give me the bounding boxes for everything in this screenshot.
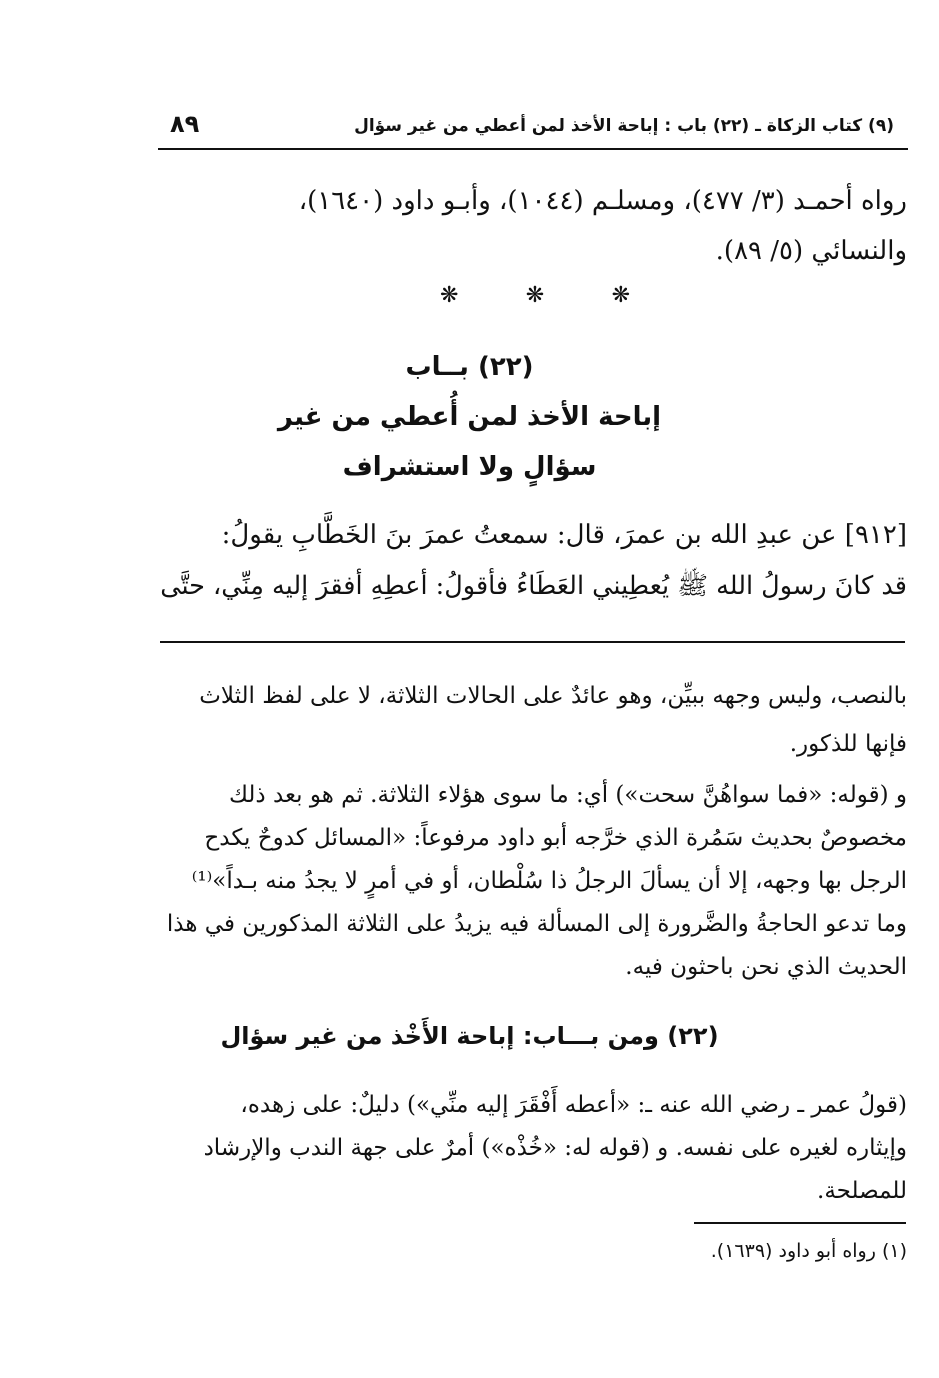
- commentary-line: وما تدعو الحاجةُ والضَّرورة إلى المسألة فيه يزيدُ على الثلاثة المذكورين في هذا: [166, 911, 907, 937]
- star-ornament: ❋: [525, 283, 545, 308]
- hadith-line-2: قد كانَ رسولُ الله ﷺ يُعطِيني العَطَاءُ فأقولُ: أعطِهِ أفقرَ إليه مِنِّي، حتَّى: [160, 571, 907, 601]
- citation-line-1: رواه أحمـد (٣/ ٤٧٧)، ومسلـم (١٠٤٤)، وأبـو داود (١٦٤٠)،: [298, 186, 907, 216]
- commentary-line: فإنها للذكور.: [789, 731, 907, 757]
- page-number: ٨٩: [170, 110, 200, 138]
- commentary-line: الحديث الذي نحن باحثون فيه.: [625, 954, 907, 980]
- text-commentary-separator: [160, 641, 905, 643]
- header-rule: [158, 148, 908, 150]
- commentary-line: وإيثاره لغيره على نفسه. و (قوله له: «خُذْه») أمرٌ على جهة الندب والإرشاد: [203, 1135, 907, 1161]
- commentary-line: بالنصب، وليس وجهه ببيِّن، وهو عائدٌ على الحالات الثلاثة، لا على لفظ الثلاث: [199, 683, 907, 709]
- footnote: (١) رواه أبو داود (١٦٣٩).: [710, 1240, 907, 1262]
- commentary-subheading: (٢٢) ومن بـــاب: إباحة الأَخْذ من غير سؤال: [220, 1022, 719, 1050]
- section-divider-stars: [440, 283, 630, 308]
- star-ornament: ❋: [440, 283, 459, 308]
- star-ornament: ❋: [611, 283, 630, 308]
- commentary-line: للمصلحة.: [817, 1178, 907, 1204]
- hadith-line-1: [٩١٢] عن عبدِ الله بن عمرَ، قال: سمعتُ عمرَ بنَ الخَطَّابِ يقولُ:: [221, 520, 907, 550]
- commentary-line: (قولُ عمر ـ رضي الله عنه ـ: «أعطه أَفْقَرَ إليه منِّي») دليلٌ: على زهده،: [240, 1092, 907, 1118]
- citation-line-2: والنسائي (٥/ ٨٩).: [715, 236, 907, 266]
- header-title: (٩) كتاب الزكاة ـ (٢٢) باب : إباحة الأخذ لمن أعطي من غير سؤال: [354, 116, 894, 136]
- chapter-title-line-1: إباحة الأخذ لمن أُعطي من غير: [277, 402, 662, 432]
- commentary-line: و (قوله: «فما سواهُنَّ سحت») أي: ما سوى هؤلاء الثلاثة. ثم هو بعد ذلك: [229, 782, 907, 808]
- commentary-line: الرجل بها وجهه، إلا أن يسألَ الرجلُ ذا سُلْطان، أو في أمرٍ لا يجدُ منه بـداً»⁽¹⁾: [191, 868, 907, 894]
- chapter-number: (٢٢) بــاب: [405, 352, 534, 382]
- footnote-separator: [694, 1222, 906, 1224]
- chapter-title-line-2: سؤالٍ ولا استشراف: [342, 452, 597, 482]
- commentary-line: مخصوصٌ بحديث سَمُرة الذي خرَّجه أبو داود مرفوعاً: «المسائل كدوحٌ يكدح: [204, 825, 907, 851]
- running-header: [160, 108, 908, 148]
